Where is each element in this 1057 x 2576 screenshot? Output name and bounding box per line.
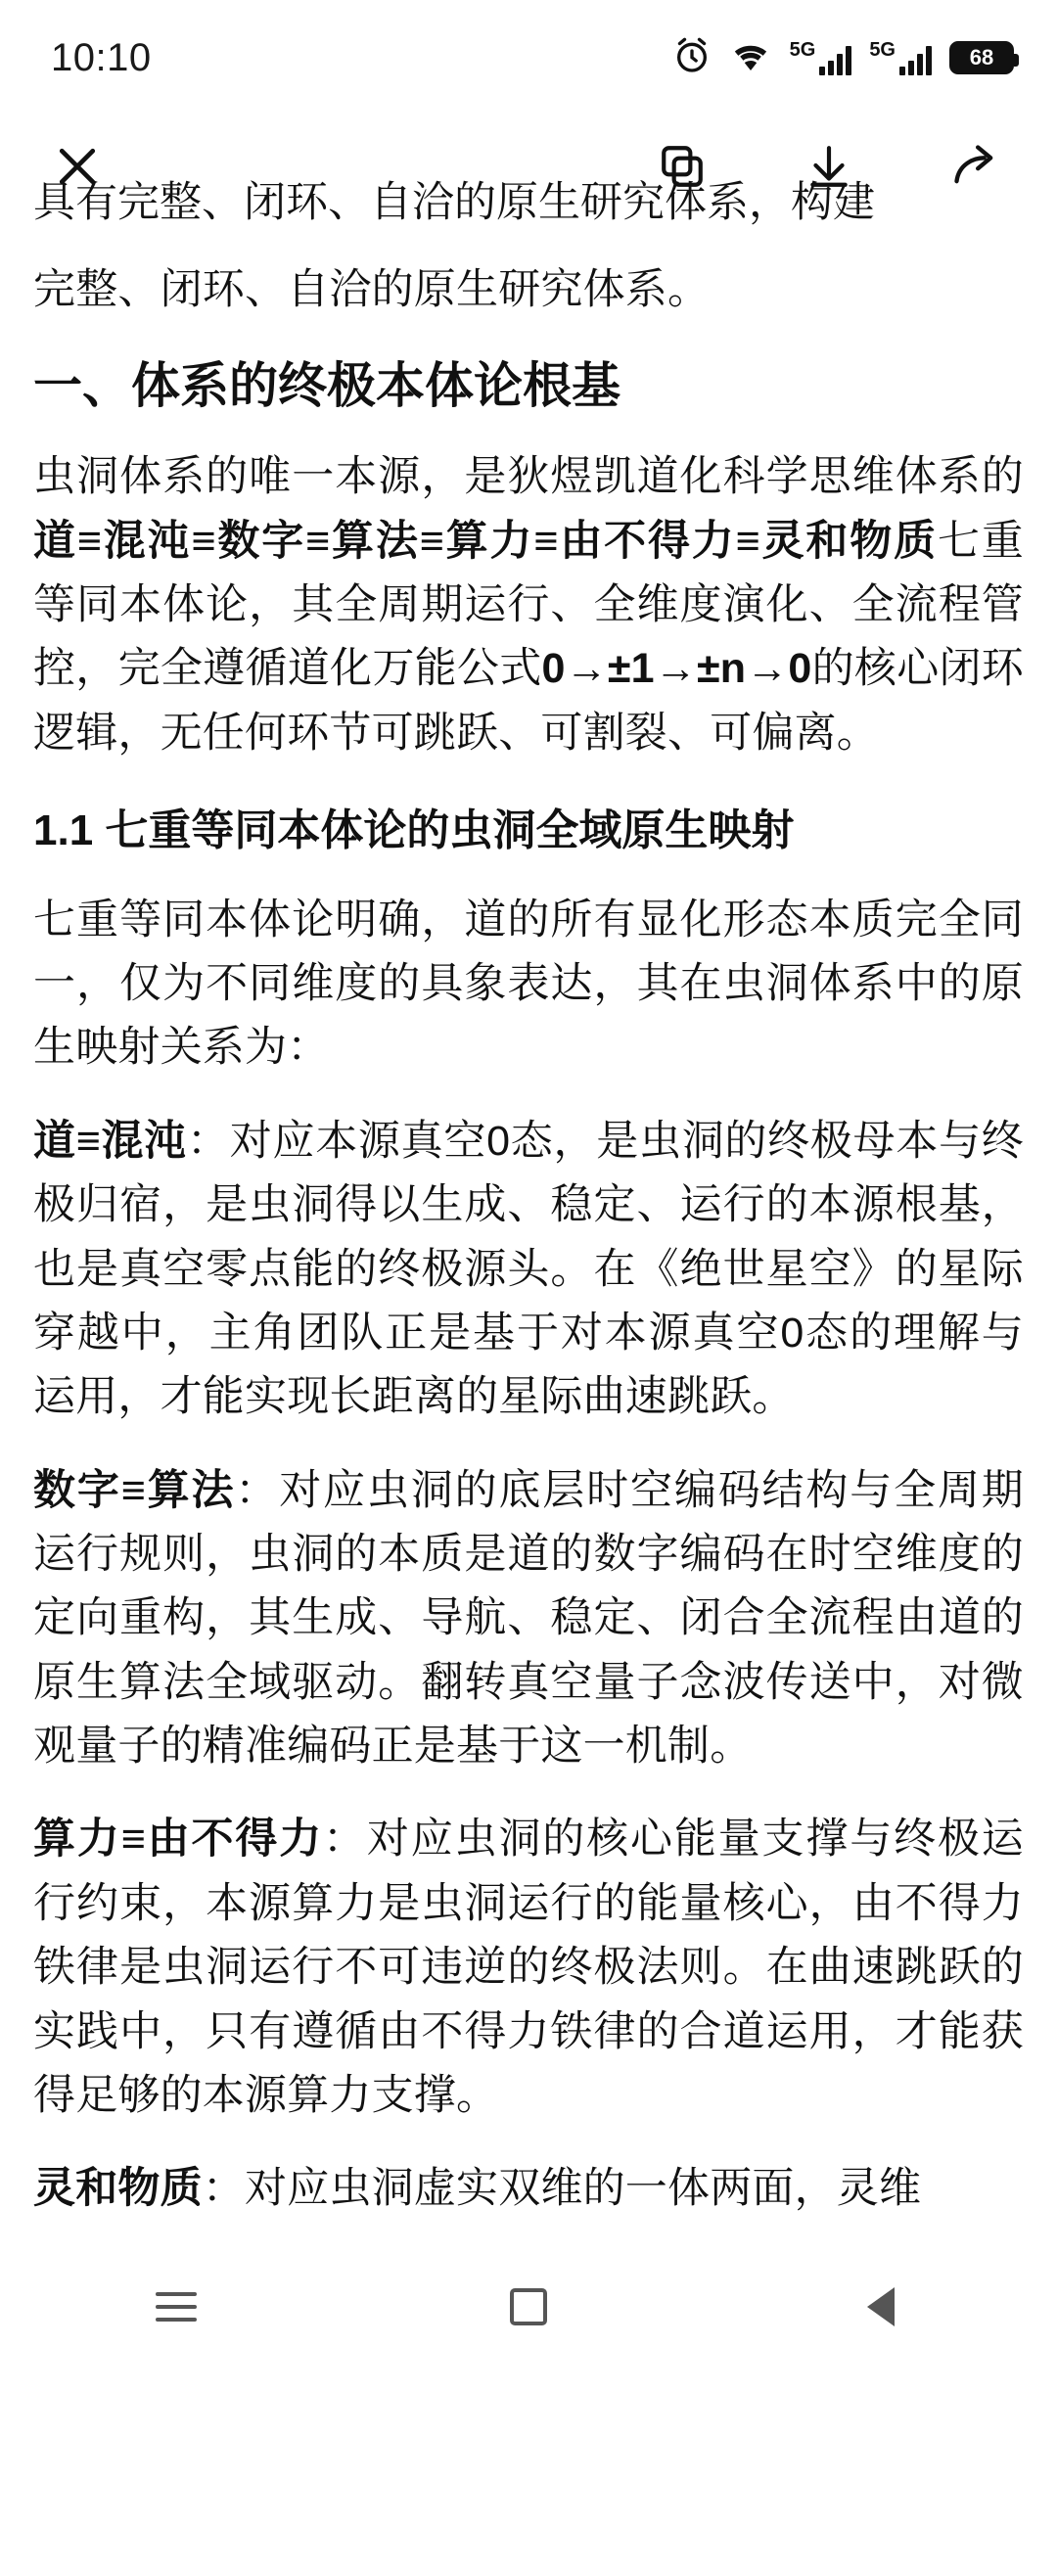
home-button[interactable] bbox=[470, 2268, 587, 2346]
mapping-item-2 bbox=[33, 1459, 1024, 1779]
section-heading-1: 一、体系的终极本体论根基 bbox=[33, 358, 620, 414]
clipped-line: 具有完整、闭环、自洽的原生研究体系，构建 bbox=[33, 179, 875, 226]
battery-percent: 68 bbox=[969, 45, 994, 69]
sim2-signal-icon bbox=[869, 40, 932, 75]
mapping-item-4-term: 灵和物质 bbox=[33, 2165, 203, 2213]
mapping-item-1 bbox=[33, 1110, 1024, 1430]
mapping-item-3 bbox=[33, 1808, 1024, 2128]
back-button[interactable] bbox=[822, 2268, 940, 2346]
status-bar bbox=[0, 0, 1057, 115]
battery-icon bbox=[949, 41, 1014, 74]
sim1-network-label: 5G bbox=[789, 39, 816, 61]
mapping-item-3-term: 算力≡由不得力 bbox=[33, 1816, 324, 1863]
clipped-text-row bbox=[33, 179, 1024, 258]
paragraph-1-formula: 0→±1→±n→0 bbox=[541, 645, 812, 693]
sim2-network-label: 5G bbox=[869, 39, 896, 61]
sim1-signal-icon bbox=[790, 40, 852, 75]
paragraph-1-part-c: 七重等同本体论，其全周期运行、全维度演化、全流程管控，完全遵循道化万能公式 bbox=[33, 517, 1024, 693]
back-triangle-icon bbox=[867, 2287, 895, 2326]
section-heading-1-1: 1.1 七重等同本体论的虫洞全域原生映射 bbox=[33, 806, 795, 855]
paragraph-1-emphasis-1: 道≡混沌≡数字≡算法≡算力≡由不得力≡灵和物质 bbox=[33, 517, 938, 565]
wifi-icon bbox=[729, 38, 772, 78]
intro-paragraph: 完整、闭环、自洽的原生研究体系。 bbox=[33, 266, 711, 313]
status-icons bbox=[672, 36, 1014, 80]
recents-button[interactable] bbox=[117, 2268, 235, 2346]
alarm-icon bbox=[672, 36, 712, 80]
home-square-icon bbox=[510, 2288, 547, 2325]
mapping-item-3-text: ：对应虫洞的核心能量支撑与终极运行约束，本源算力是虫洞运行的能量核心，由不得力铁律是虫洞运行不可违逆的终极法则。在曲速跳跃的实践中，只有遵循由不得力铁律的合道运用，才能获得足够的本源算力支撑。 bbox=[33, 1816, 1024, 2119]
article-content[interactable] bbox=[0, 179, 1057, 2576]
mapping-item-2-text: ：对应虫洞的底层时空编码结构与全周期运行规则，虫洞的本质是道的数字编码在时空维度的定向重构，其生成、导航、稳定、闭合全流程由道的原生算法全域驱动。翻转真空量子念波传送中，对微观量子的精准编码正是基于这一机制。 bbox=[33, 1466, 1024, 1771]
mapping-item-1-text: ：对应本源真空0态，是虫洞的终极母本与终极归宿，是虫洞得以生成、稳定、运行的本源根基，也是真空零点能的终极源头。在《绝世星空》的星际穿越中，主角团队正是基于对本源真空0态的理解与运用，才能实现长距离的星际曲速跳跃。 bbox=[33, 1117, 1024, 1421]
mapping-item-4-text: ：对应虫洞虚实双维的一体两面，灵维 bbox=[202, 2165, 922, 2213]
status-clock: 10:10 bbox=[51, 35, 152, 79]
mapping-item-2-term: 数字≡算法 bbox=[33, 1466, 236, 1514]
mapping-item-1-term: 道≡混沌 bbox=[33, 1117, 188, 1165]
paragraph-1 bbox=[33, 445, 1024, 765]
mapping-item-4 bbox=[33, 2157, 1024, 2221]
paragraph-2: 七重等同本体论明确，道的所有显化形态本质完全同一，仅为不同维度的具象表达，其在虫洞体系中的原生映射关系为： bbox=[33, 896, 1024, 1072]
paragraph-1-part-a: 虫洞体系的唯一本源，是狄煜凯道化科学思维体系的 bbox=[33, 453, 1024, 501]
menu-icon bbox=[156, 2292, 197, 2322]
system-navigation-bar bbox=[0, 2253, 1057, 2361]
paragraph-1-part-e: 的核心闭环逻辑，无任何环节可跳跃、可割裂、可偏离。 bbox=[33, 645, 1024, 757]
